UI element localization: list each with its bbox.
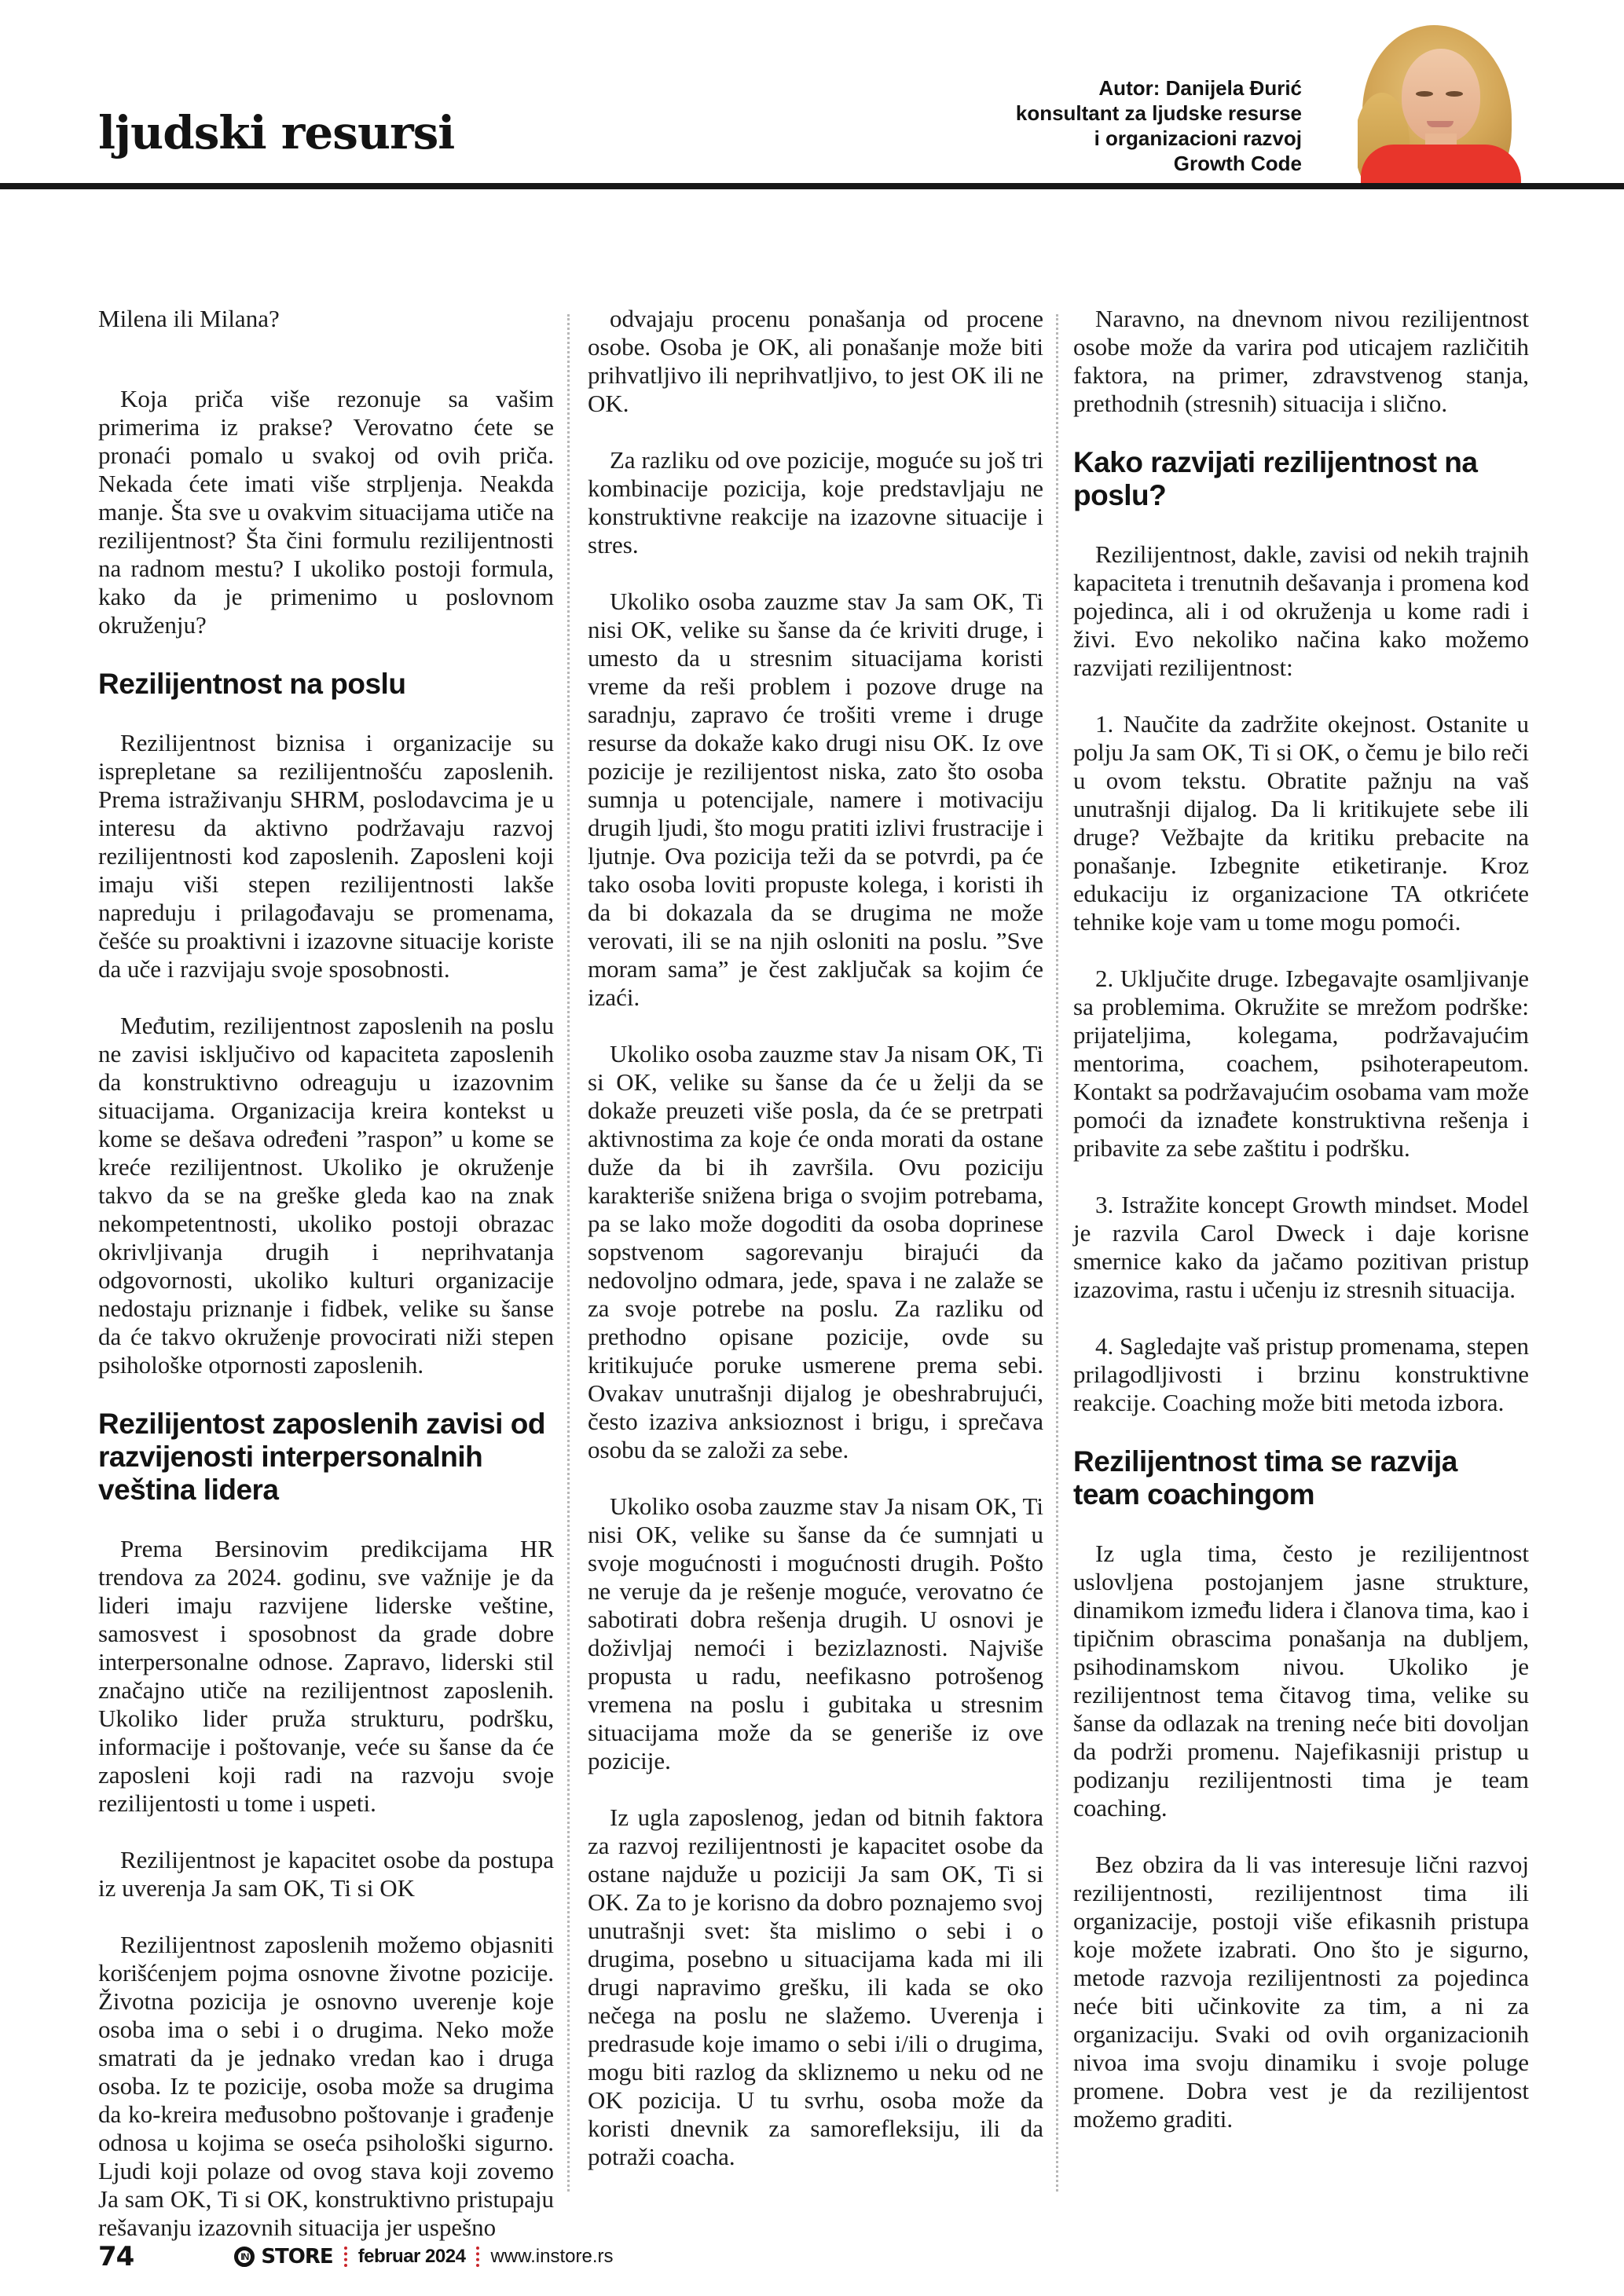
page-number: 74 <box>98 2241 134 2272</box>
photo-face <box>1402 49 1480 143</box>
column-divider-2 <box>1056 314 1058 2192</box>
in-circle-icon: IN <box>234 2247 255 2267</box>
header-rule <box>0 183 1624 189</box>
paragraph: Rezilijentnost zaposlenih možemo objasniti korišćenjem pojma osnovne životne pozicije. Životna pozicija je osnovno uverenje koje osoba ima o sebi i o drugima. Neko može smatrati da je jednako vredan kao i druga osoba. Iz te pozicije, osoba može sa drugima da ko-kreira međusobno poštovanje i građenje odnosa u kojima se oseća psihološki sigurno. Ljudi koji polaze od ovog stava koji zovemo Ja sam OK, Ti si OK, konstruktivno pristupaju rešavanju izazovnih situacija jer uspešno <box>98 1931 554 2241</box>
paragraph: Rezilijentnost biznisa i organizacije su isprepletane sa rezilijentnošću zaposlenih. Prema istraživanju SHRM, poslodavcima je u interesu da aktivno podržavaju razvoj rezilijentnosti kod zaposlenih. Zaposleni koji imaju viši stepen rezilijentnosti lakše napreduju i prilagođavaju se promenama, češće su proaktivni i izazovne situacije koriste da uče i razvijaju svoje sposobnosti. <box>98 729 554 983</box>
paragraph: 2. Uključite druge. Izbegavajte osamljivanje sa problemima. Okružite se mrežom podrške: prijateljima, kolegama, podržavajućim mentorima, coachem, psihoterapeutom. Kontakt sa podržavajućim osobama vam može pomoći da iznađete konstruktivna rešenja i pribavite za sebe zaštitu i podršku. <box>1073 965 1529 1162</box>
paragraph: 3. Istražite koncept Growth mindset. Model je razvila Carol Dweck i daje korisne smernice kako da jačamo pozitivan pristup izazovima, rastu i učenju iz stresnih situacija. <box>1073 1191 1529 1303</box>
paragraph: Iz ugla zaposlenog, jedan od bitnih faktora za razvoj rezilijentnosti je kapacitet osobe da ostane najduže u poziciji Ja sam OK, Ti si OK. Za to je korisno da dobro poznajemo svoj unutrašnji svet: šta mislimo o sebi i o drugima, posebno u situacijama kada mi ili drugi napravimo grešku, ili kada se oko nečega na poslu ne slažemo. Uverenja i predrasude koje imamo o sebi i/ili o drugima, mogu biti razlog da skliznemo u neku od ne OK pozicija. U tu svrhu, osoba može da koristi dnevnik za samorefleksiju, ili da potraži coacha. <box>588 1803 1043 2170</box>
paragraph: Iz ugla tima, često je rezilijentnost uslovljena postojanjem jasne strukture, dinamikom između lidera i članova tima, kao i tipičnim obrascima ponašanja na dubljem, psihodinamskom nivou. Ukoliko je rezilijentnost tema čitavog tima, velike su šanse da odlazak na trening neće biti dovoljan da podrži promenu. Najefikasniji pristup u podizanju rezilijentnosti tima je team coaching. <box>1073 1540 1529 1822</box>
paragraph: Naravno, na dnevnom nivou rezilijentnost osobe može da varira pod uticajem različitih faktora, na primer, zdravstvenog stanja, prethodnih (stresnih) situacija i slično. <box>1073 305 1529 417</box>
store-wordmark: STORE <box>261 2245 333 2269</box>
column-divider-1 <box>567 314 570 2192</box>
column-1 <box>98 305 554 2270</box>
photo-eye-left <box>1416 91 1433 97</box>
author-name: Autor: Danijela Đurić <box>1098 76 1302 100</box>
subheading: Rezilijentnost na poslu <box>98 668 406 700</box>
paragraph: 4. Sagledajte vaš pristup promenama, stepen prilagodljivosti i brzinu konstruktivne reakcije. Coaching može biti metoda izbora. <box>1073 1332 1529 1416</box>
paragraph: 1. Naučite da zadržite okejnost. Ostanite u polju Ja sam OK, Ti si OK, o čemu je bilo reči u ovom tekstu. Obratite pažnju na vaš unutrašnji dijalog. Da li kritikujete sebe ili druge? Vežbajte da kritiku prebacite na ponašanje. Izbegnite etiketiranje. Kroz edukaciju iz organizacione TA otkrićete tehnike koje vam u tome mogu pomoći. <box>1073 710 1529 936</box>
paragraph: Ukoliko osoba zauzme stav Ja nisam OK, Ti si OK, velike su šanse da će u želji da se dokaže preuzeti više posla, da će se pretrpati aktivnostima za koje će onda morati da ostane duže da bi ih završila. Ovu poziciju karakteriše snižena briga o svojim potrebama, pa se lako može dogoditi da osoba doprinese sopstvenom sagorevanju birajući da nedovoljno odmara, jede, spava i ne zalaže se za svoje potrebe na poslu. Za razliku od prethodno opisane pozicije, ovde su kritikujuće poruke usmerene prema sebi. Ovakav unutrašnji dijalog je obeshrabrujući, često izaziva anksioznost i brigu, i sprečava osobu da se založi za sebe. <box>588 1040 1043 1463</box>
footer-dotted-separator-2 <box>476 2247 479 2267</box>
photo-eye-right <box>1446 91 1463 97</box>
photo-red-blouse <box>1361 145 1521 183</box>
paragraph: Međutim, rezilijentnost zaposlenih na poslu ne zavisi isključivo od kapaciteta zaposlenih da konstruktivno odreaguju u izazovnim situacijama. Organizacija kreira kontekst u kome se dešava određeni ”raspon” u kome se kreće rezilijentnost. Ukoliko je okruženje takvo da se na greške gleda kao na znak nekompetentnosti, ukoliko postoji obrazac okrivljivanja drugih i neprihvatanja odgovornosti, ukoliko kulturi organizacije nedostaju priznanje i fidbek, velike su šanse da će takvo okruženje provocirati niži stepen psihološke otpornosti zaposlenih. <box>98 1012 554 1379</box>
author-role-line-1: konsultant za ljudske resurse <box>1015 101 1302 125</box>
paragraph: odvajaju procenu ponašanja od procene osobe. Osoba je OK, ali ponašanje može biti prihvatljivo ili neprihvatljivo, to jest OK ili ne OK. <box>588 305 1043 417</box>
paragraph: Ukoliko osoba zauzme stav Ja sam OK, Ti nisi OK, velike su šanse da će kriviti druge, i umesto da u stresnim situacijama koristi vreme da reši problem i pozove druge na saradnju, zapravo će trošiti vreme i druge resurse da dokaže kako drugi nisu OK. Iz ove pozicije je rezilijentost niska, zato što osoba sumnja u potencijale, namere i motivaciju drugih ljudi, što mogu pratiti izlivi frustracije i ljutnje. Ova pozicija teži da se potvrdi, pa će tako osoba loviti propuste kolega, i koristi ih da bi dokazala da se drugima ne može verovati, ili se na njih osloniti na poslu. ”Sve moram sama” je čest zaključak sa kojim će izaći. <box>588 588 1043 1011</box>
issue-date: februar 2024 <box>357 2246 466 2267</box>
instore-logo <box>234 2245 332 2269</box>
paragraph: Koja priča više rezonuje sa vašim primerima iz prakse? Verovatno ćete se pronaći pomalo u svakoj od ovih priča. Nekada ćete imati više strpljenja. Neakda manje. Šta sve u ovakvim situacijama utiče na rezilijentnost? Šta čini formulu rezilijentnosti na radnom mestu? I ukoliko postoji formula, kako da je primenimo u poslovnom okruženju? <box>98 385 554 639</box>
column-2 <box>588 305 1043 2199</box>
author-company: Growth Code <box>1173 152 1302 175</box>
column-3 <box>1073 305 1529 2162</box>
page-footer <box>98 2237 1512 2276</box>
subheading: Rezilijentost zaposlenih zavisi od razvijenosti interpersonalnih veština lidera <box>98 1408 545 1506</box>
paragraph: Bez obzira da li vas interesuje lični razvoj rezilijentnosti, rezilijentnost tima ili organizacije, postoji više efikasnih pristupa koje možete izabrati. Ono što je sigurno, metode razvoja rezilijentnosti za pojedinca neće biti učinkovite za tim, a ni za organizaciju. Svaki od ovih organizacionih nivoa ima svoju dinamiku i svoje poluge promene. Dobra vest je da rezilijentost možemo graditi. <box>1073 1851 1529 2133</box>
subheading: Rezilijentnost tima se razvija team coachingom <box>1073 1445 1457 1511</box>
author-block <box>1016 75 1302 176</box>
author-role-line-2: i organizacioni razvoj <box>1094 126 1302 150</box>
paragraph: Rezilijentnost, dakle, zavisi od nekih trajnih kapaciteta i trenutnih dešavanja i promena kod pojedinca, ali i od okruženja u kome radi i živi. Evo nekoliko načina kako možemo razvijati rezilijentnost: <box>1073 540 1529 681</box>
paragraph: Ukoliko osoba zauzme stav Ja nisam OK, Ti nisi OK, velike su šanse da će sumnjati u svoje mogućnosti i mogućnosti drugih. Pošto ne veruje da je rešenje moguće, verovatno će sabotirati dobra rešenja drugih. U osnovi je doživljaj nemoći i bezizlaznosti. Najviše propusta u radu, neefikasno potrošenog vremena na poslu i gubitaka u stresnim situacijama može da se generiše iz ove pozicije. <box>588 1492 1043 1774</box>
website-url: www.instore.rs <box>490 2246 614 2267</box>
section-title: ljudski resursi <box>98 106 455 159</box>
paragraph: Za razliku od ove pozicije, moguće su još tri kombinacije pozicija, koje predstavljaju ne konstruktivne reakcije na izazovne situacije i stres. <box>588 446 1043 558</box>
author-photo <box>1358 22 1523 183</box>
footer-dotted-separator-1 <box>344 2247 347 2267</box>
paragraph: Prema Bersinovim predikcijama HR trendova za 2024. godinu, sve važnije je da lideri imaju razvijene liderske veštine, samosvest i sposobnost da grade dobre interpersonalne odnose. Zapravo, liderski stil značajno utiče na rezilijentnost zaposlenih. Ukoliko lider pruža strukturu, podršku, informacije i poštovanje, veće su šanse da će zaposleni koji radi na razvoju svoje rezilijentosti u tome i uspeti. <box>98 1535 554 1817</box>
intro-line: Milena ili Milana? <box>98 305 280 332</box>
photo-mouth <box>1427 121 1454 127</box>
paragraph: Rezilijentnost je kapacitet osobe da postupa iz uverenja Ja sam OK, Ti si OK <box>98 1846 554 1902</box>
subheading: Kako razvijati rezilijentnost na poslu? <box>1073 446 1478 511</box>
